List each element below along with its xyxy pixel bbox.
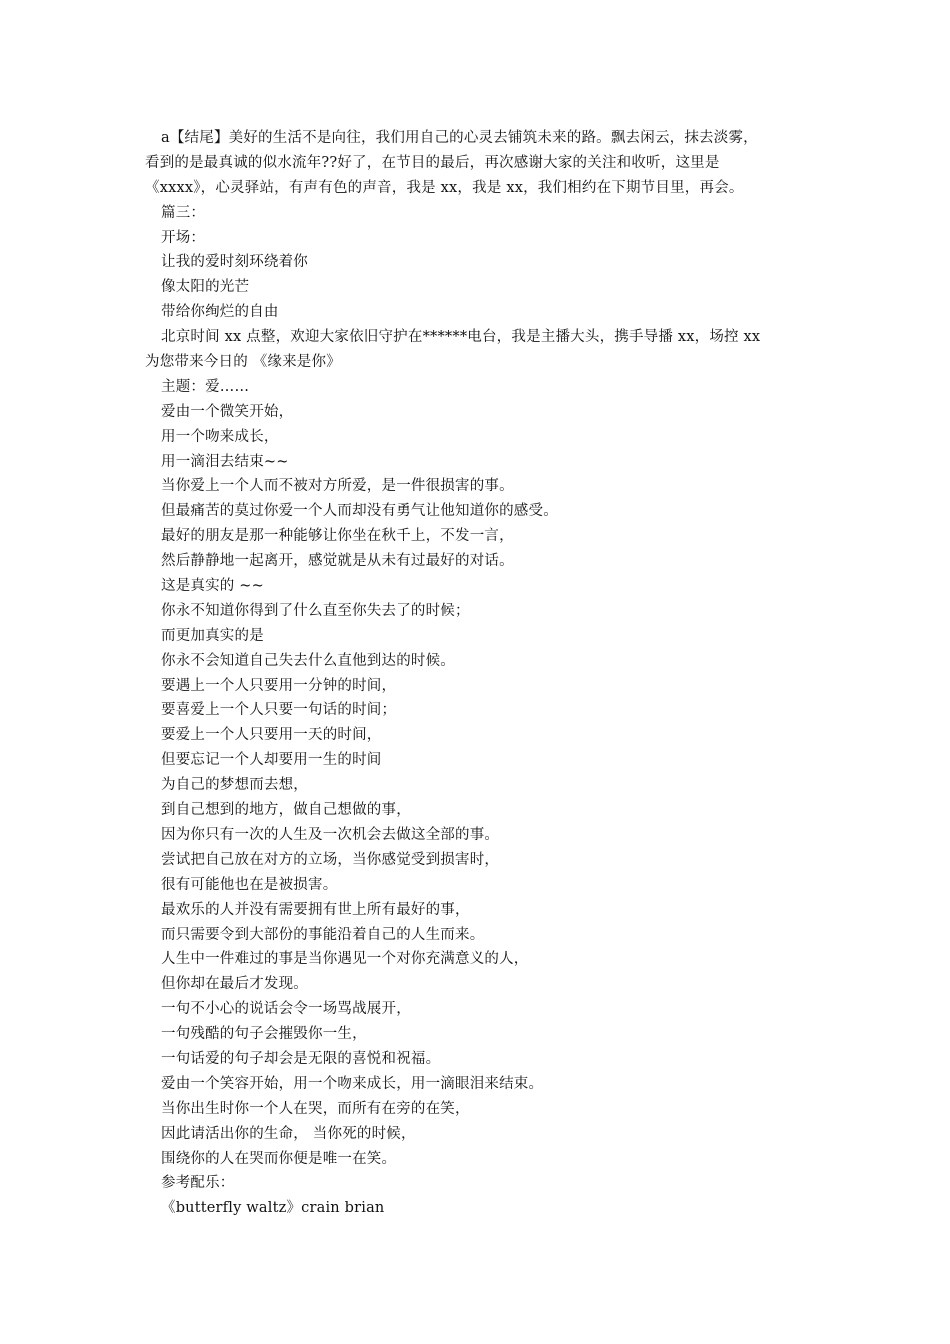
text-line: 开场： <box>161 229 206 246</box>
text-line: 爱由一个微笑开始， <box>161 403 294 420</box>
text-line: 最好的朋友是那一种能够让你坐在秋千上，不发一言， <box>161 528 514 545</box>
text-line: 一句不小心的说话会令一场骂战展开， <box>161 1001 411 1018</box>
text-line: 用一滴泪去结束~~ <box>161 453 289 470</box>
text-line: 很有可能他也在是被损害。 <box>161 876 338 893</box>
document-body <box>145 126 810 1221</box>
text-line: 到自己想到的地方，做自己想做的事， <box>161 802 411 819</box>
text-line: 你永不会知道自己失去什么直他到达的时候。 <box>161 652 455 669</box>
text-line: 但你却在最后才发现。 <box>161 976 308 993</box>
text-line: 看到的是最真诚的似水流年??好了，在节目的最后，再次感谢大家的关注和收听，这里是 <box>145 154 720 171</box>
text-line: 尝试把自己放在对方的立场，当你感觉受到损害时， <box>161 851 500 868</box>
text-line: 这是真实的 ~~ <box>161 578 265 595</box>
text-line: 主题：爱…… <box>161 378 250 395</box>
text-line: 让我的爱时刻环绕着你 <box>161 254 308 271</box>
text-line: 要爱上一个人只要用一天的时间， <box>161 727 382 744</box>
text-line: 但要忘记一个人却要用一生的时间 <box>161 752 382 769</box>
text-line: 因为你只有一次的人生及一次机会去做这全部的事。 <box>161 826 500 843</box>
text-line: 用一个吻来成长， <box>161 428 279 445</box>
text-line: 篇三： <box>161 204 206 221</box>
text-line: 参考配乐： <box>161 1175 235 1192</box>
text-line: 爱由一个笑容开始，用一个吻来成长，用一滴眼泪来结束。 <box>161 1075 544 1092</box>
text-line: 然后静静地一起离开，感觉就是从未有过最好的对话。 <box>161 553 514 570</box>
text-line: 当你出生时你一个人在哭，而所有在旁的在笑， <box>161 1100 470 1117</box>
text-line: a【结尾】美好的生活不是向往，我们用自己的心灵去铺筑未来的路。飘去闲云，抹去淡雾， <box>161 130 758 146</box>
text-line: 而只需要令到大部份的事能沿着自己的人生而来。 <box>161 926 485 943</box>
text-line: 带给你绚烂的自由 <box>161 304 279 321</box>
text-line: 围绕你的人在哭而你便是唯一在笑。 <box>161 1150 397 1167</box>
text-line: 一句话爱的句子却会是无限的喜悦和祝福。 <box>161 1050 441 1067</box>
text-line: 一句残酷的句子会摧毁你一生， <box>161 1026 367 1043</box>
text-line: 当你爱上一个人而不被对方所爱，是一件很损害的事。 <box>161 478 514 495</box>
text-line: 要喜爱上一个人只要一句话的时间； <box>161 702 397 719</box>
text-line: 像太阳的光芒 <box>161 279 250 296</box>
text-line: 《xxxx》，心灵驿站，有声有色的声音，我是 xx，我是 xx，我们相约在下期节目里，再会。 <box>145 179 744 196</box>
text-line: 最欢乐的人并没有需要拥有世上所有最好的事， <box>161 901 470 918</box>
text-line: 《butterfly waltz》crain brian <box>161 1200 385 1217</box>
text-line: 北京时间 xx 点整，欢迎大家依旧守护在******电台，我是主播大头，携手导播 xx，场控 xx <box>161 329 761 346</box>
text-line: 要遇上一个人只要用一分钟的时间， <box>161 677 397 694</box>
text-line: 因此请活出你的生命， 当你死的时候， <box>161 1125 416 1142</box>
text-line: 人生中一件难过的事是当你遇见一个对你充满意义的人， <box>161 951 529 968</box>
text-line: 为自己的梦想而去想， <box>161 777 308 794</box>
text-line: 但最痛苦的莫过你爱一个人而却没有勇气让他知道你的感受。 <box>161 503 558 520</box>
text-line: 你永不知道你得到了什么直至你失去了的时候； <box>161 602 470 619</box>
text-line: 而更加真实的是 <box>161 627 264 644</box>
text-line: 为您带来今日的 《缘来是你》 <box>145 354 341 371</box>
